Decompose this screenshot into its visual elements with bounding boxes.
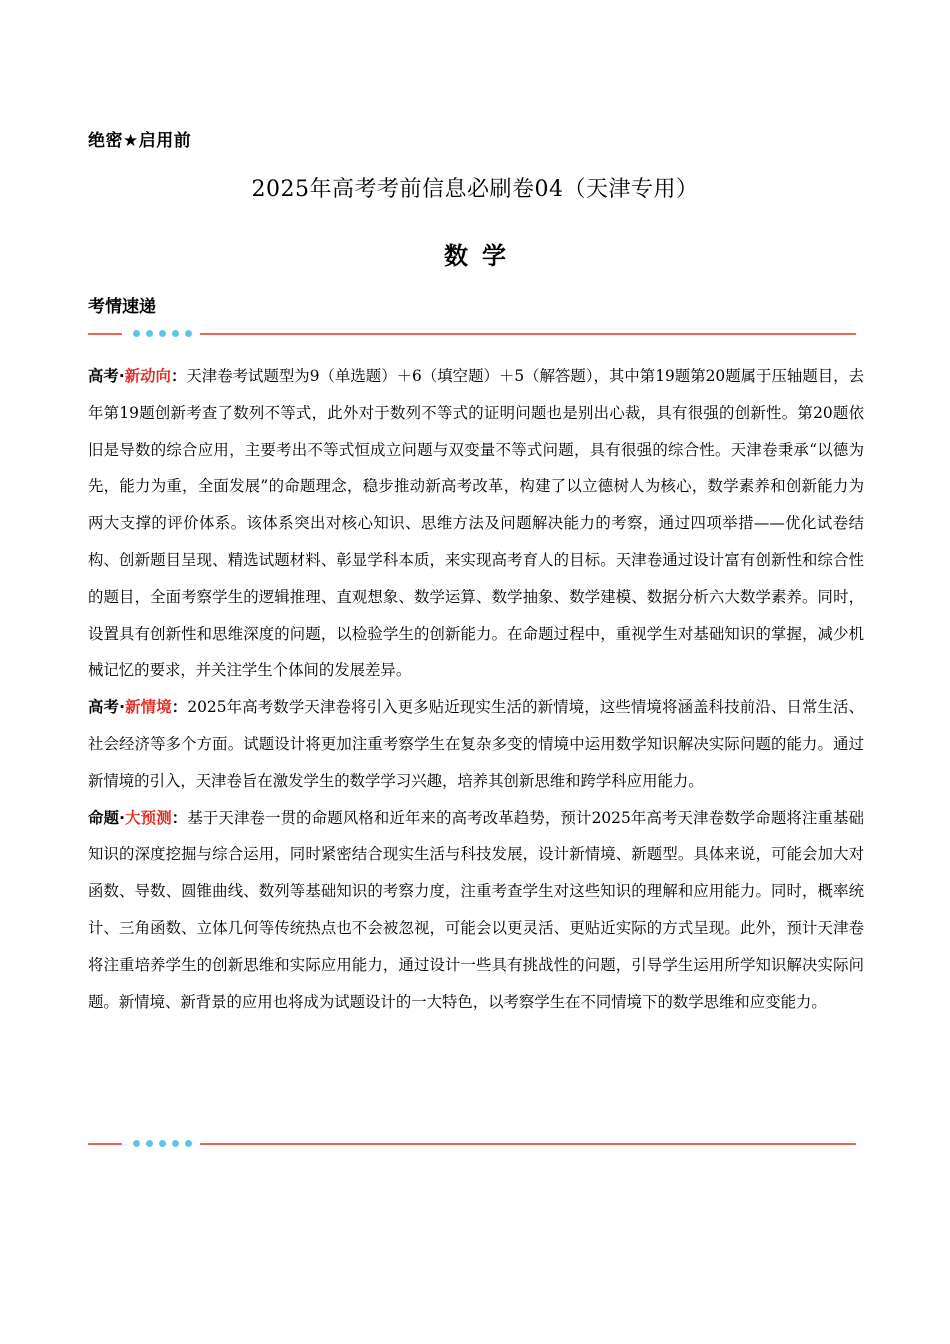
section-heading: 考情速递	[88, 297, 156, 317]
divider-dot	[185, 1140, 192, 1147]
paragraph-label-highlight: 新动向	[124, 367, 171, 385]
divider-segment-left	[88, 1143, 122, 1145]
secret-label: 绝密★启用前	[88, 131, 192, 151]
paragraph-text: 天津卷考试题型为9（单选题）＋6（填空题）＋5（解答题），其中第19题第20题属于压轴题目，去年第19题创新考查了数列不等式，此外对于数列不等式的证明问题也是别出心裁，具有很强的创新性。第20题依旧是导数的综合应用，主要考出不等式恒成立问题与双变量不等式问题，具有很强的综合性。天津卷秉承“以德为先，能力为重，全面发展”的命题理念，稳步推动新高考改革，构建了以立德树人为核心，数学素养和创新能力为两大支撑的评价体系。该体系突出对核心知识、思维方法及问题解决能力的考察，通过四项举措——优化试卷结构、创新题目呈现、精选试题材料、彰显学科本质，来实现高考育人的目标。天津卷通过设计富有创新性和综合性的题目，全面考察学生的逻辑推理、直观想象、数学运算、数学抽象、数学建模、数据分析六大数学素养。同时，设置具有创新性和思维深度的问题，以检验学生的创新能力。在命题过程中，重视学生对基础知识的掌握，减少机械记忆的要求，并关注学生个体间的发展差异。	[88, 367, 864, 680]
divider-dot	[133, 1140, 140, 1147]
divider-dot	[172, 1140, 179, 1147]
divider-dot	[146, 1140, 153, 1147]
paragraph-label-suffix: ：	[170, 367, 187, 385]
paragraph-prediction	[88, 800, 864, 1021]
paragraph-label-highlight: 大预测	[124, 808, 172, 827]
divider-dot	[159, 1140, 166, 1147]
divider-dot	[159, 330, 166, 337]
divider-dot	[172, 330, 179, 337]
divider-top	[88, 327, 856, 341]
paragraph-new-trend	[88, 358, 864, 689]
paragraph-text: 基于天津卷一贯的命题风格和近年来的高考改革趋势，预计2025年高考天津卷数学命题将注重基础知识的深度挖掘与综合运用，同时紧密结合现实生活与科技发展，设计新情境、新题型。具体来说，可能会加大对函数、导数、圆锥曲线、数列等基础知识的考察力度，注重考查学生对这些知识的理解和应用能力。同时，概率统计、三角函数、立体几何等传统热点也不会被忽视，可能会以更灵活、更贴近实际的方式呈现。此外，预计天津卷将注重培养学生的创新思维和实际应用能力，通过设计一些具有挑战性的问题，引导学生运用所学知识解决实际问题。新情境、新背景的应用也将成为试题设计的一大特色，以考察学生在不同情境下的数学思维和应变能力。	[88, 808, 864, 1011]
content-body	[88, 358, 864, 1020]
divider-dot	[146, 330, 153, 337]
paragraph-label-prefix: 命题·	[88, 808, 125, 827]
paragraph-label-prefix: 高考·	[88, 367, 125, 385]
paragraph-label-highlight: 新情境	[124, 698, 172, 717]
divider-bottom	[88, 1137, 856, 1151]
divider-segment-right	[200, 333, 856, 335]
paragraph-label-suffix: ：	[171, 698, 188, 717]
paragraph-text: 2025年高考数学天津卷将引入更多贴近现实生活的新情境，这些情境将涵盖科技前沿、日常生活、社会经济等多个方面。试题设计将更加注重考察学生在复杂多变的情境中运用数学知识解决实际问题的能力。通过新情境的引入，天津卷旨在激发学生的数学学习兴趣，培养其创新思维和跨学科应用能力。	[88, 698, 864, 790]
paragraph-label-prefix: 高考·	[88, 698, 125, 717]
paragraph-new-context	[88, 689, 864, 799]
divider-dot	[185, 330, 192, 337]
divider-dot	[133, 330, 140, 337]
paper-title: 2025年高考考前信息必刷卷04（天津专用）	[251, 177, 699, 202]
divider-segment-left	[88, 333, 122, 335]
divider-segment-right	[200, 1143, 856, 1145]
paragraph-label-suffix: ：	[171, 808, 188, 827]
subject-title: 数学	[444, 242, 520, 270]
